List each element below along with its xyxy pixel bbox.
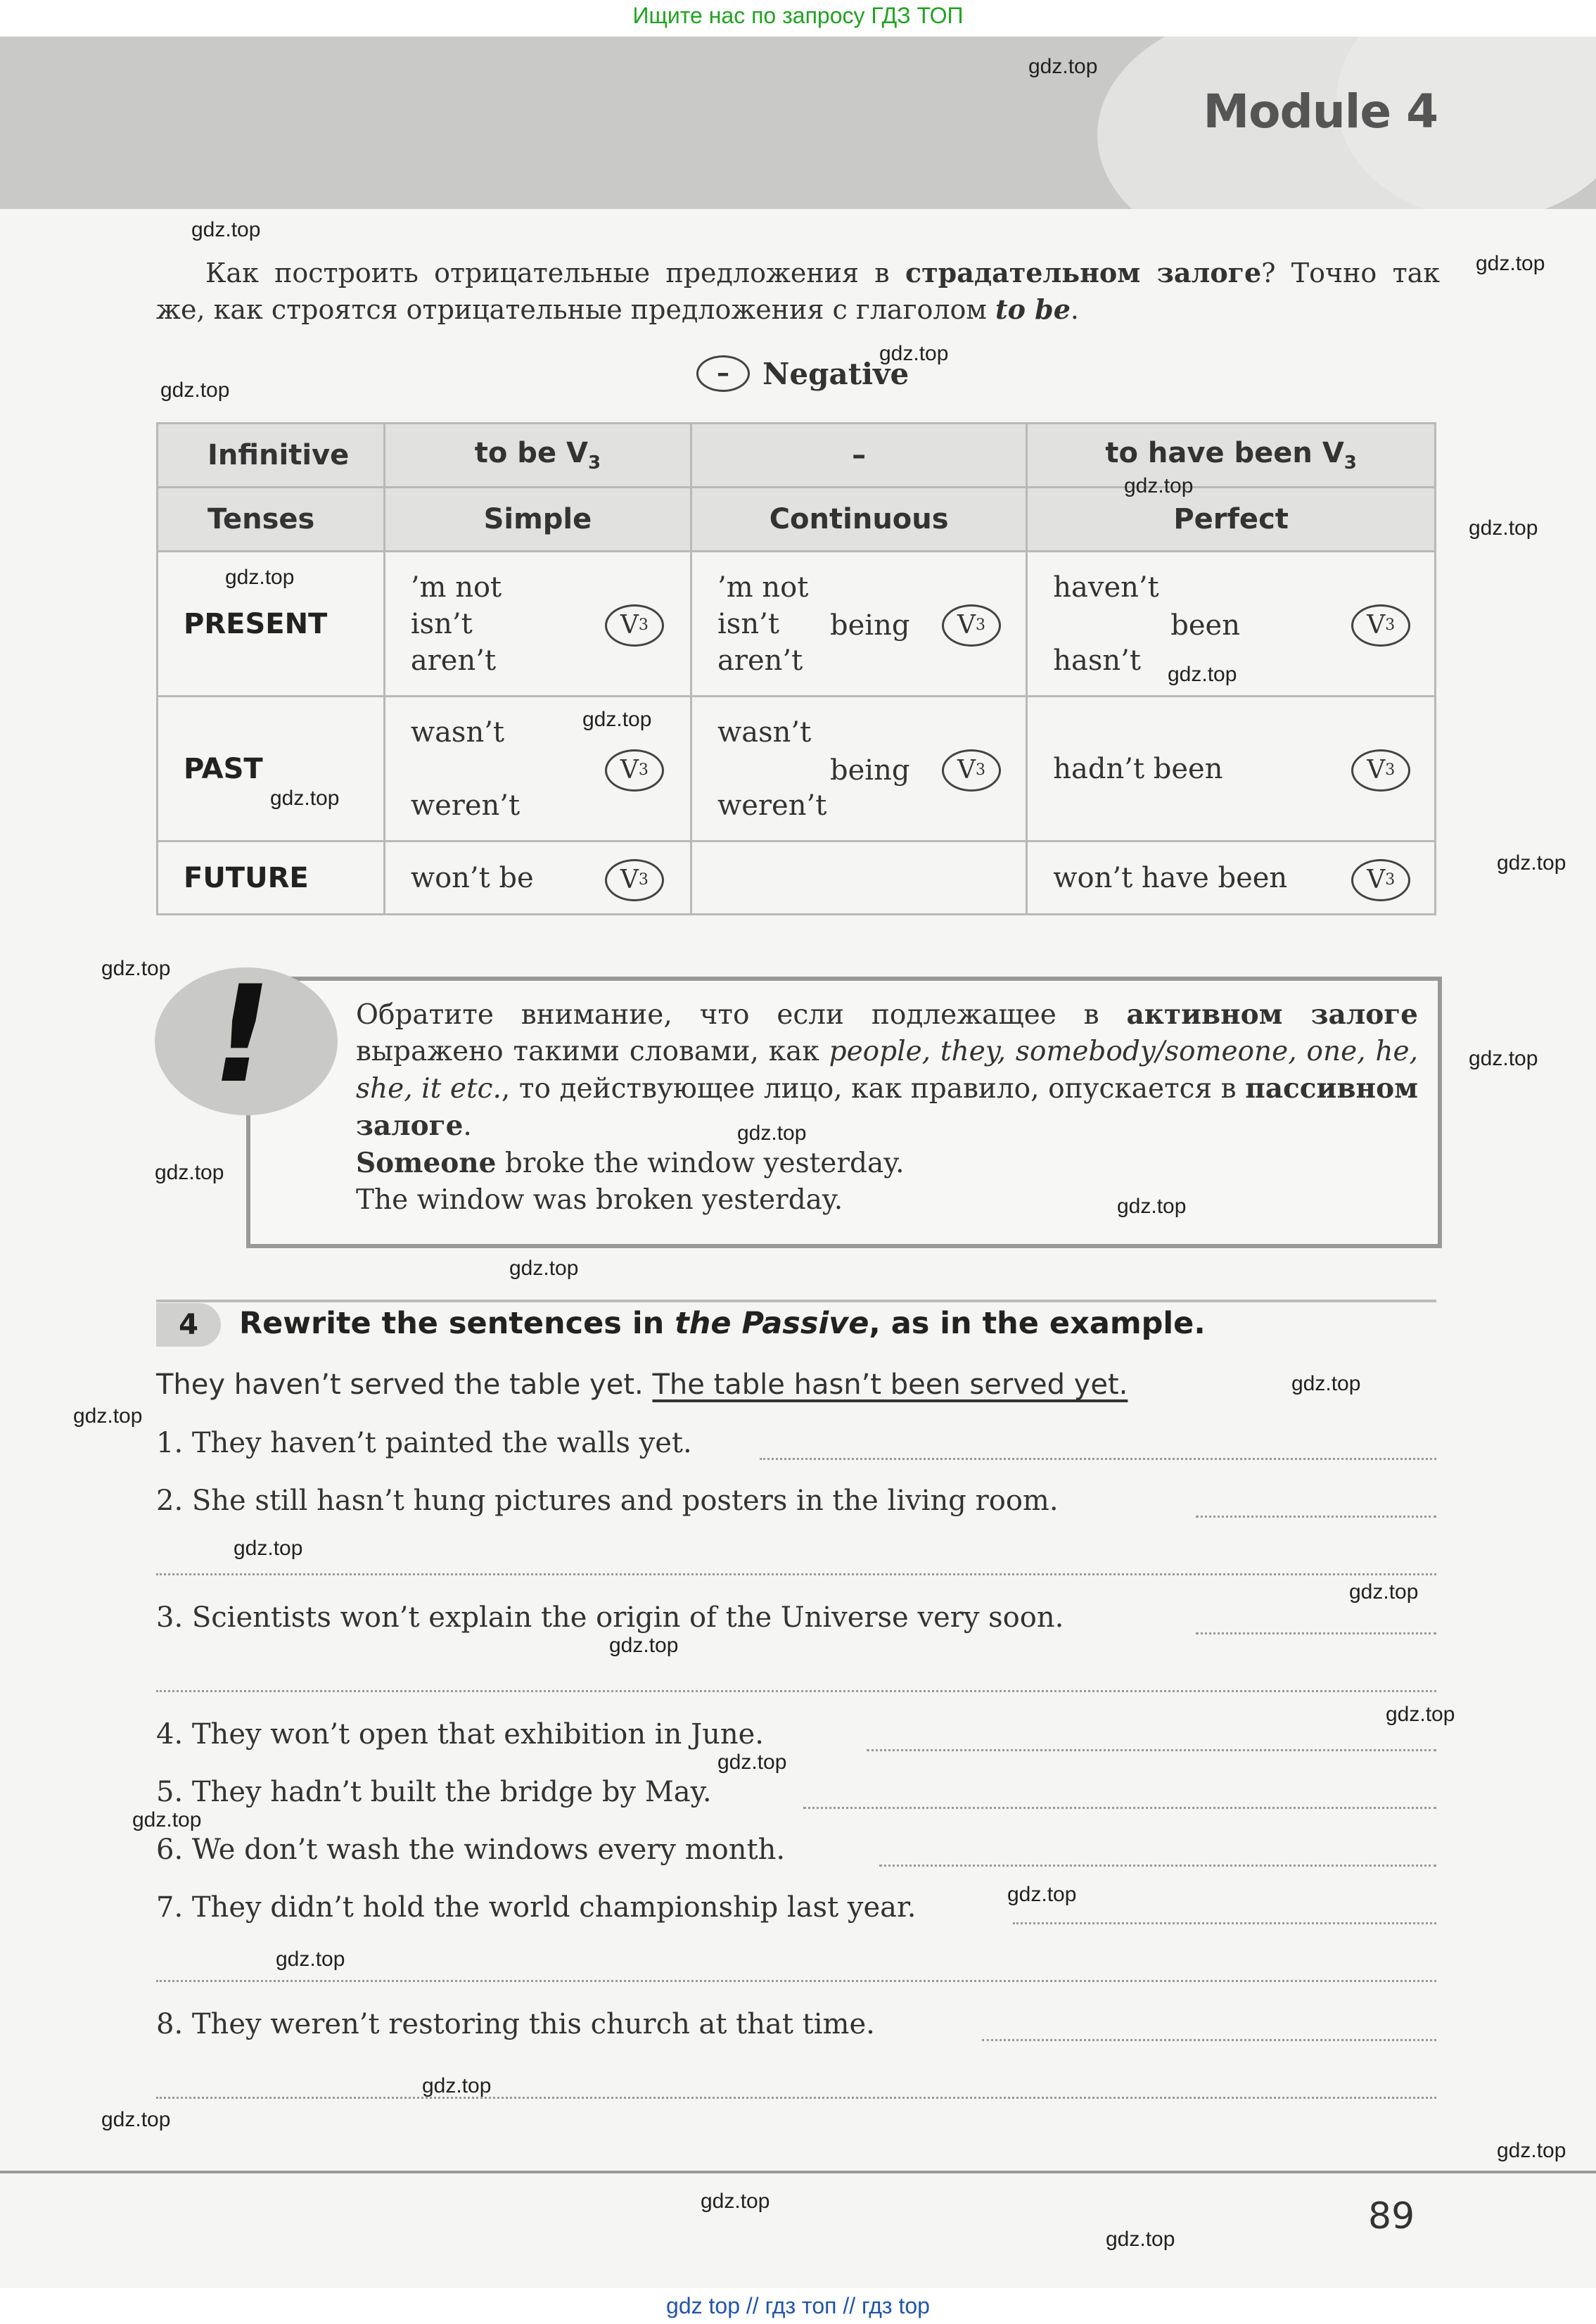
watermark: gdz.top <box>1124 474 1194 497</box>
v3-marker: V 3 <box>1351 604 1410 647</box>
watermark: gdz.top <box>270 787 340 810</box>
minus-icon: – <box>696 355 750 392</box>
v3-marker: V 3 <box>1351 859 1410 901</box>
answer-line-1[interactable] <box>760 1458 1436 1460</box>
answer-line-5[interactable] <box>803 1807 1436 1809</box>
v3-marker: V 3 <box>605 859 664 901</box>
sentence-5: 5. They hadn’t built the bridge by May. <box>156 1776 712 1808</box>
being-aux: being <box>830 754 910 787</box>
past-continuous-cell: wasn’t weren’t being V 3 <box>691 697 1027 842</box>
answer-line-8b[interactable] <box>156 2097 1436 2099</box>
passive-negative-table <box>156 422 1436 915</box>
v3-marker: V 3 <box>605 749 664 792</box>
answer-line-2b[interactable] <box>156 1573 1436 1575</box>
watermark: gdz.top <box>155 1161 224 1184</box>
watermark: gdz.top <box>1028 55 1098 78</box>
future-perfect-cell: won’t have been V 3 <box>1027 842 1436 915</box>
watermark: gdz.top <box>191 218 261 241</box>
module-title: Module 4 <box>1203 84 1438 139</box>
answer-line-3a[interactable] <box>1196 1632 1436 1634</box>
exercise-example: They haven’t served the table yet. The table hasn’t been served yet. <box>156 1369 1128 1401</box>
infinitive-header: Infinitive <box>158 424 385 488</box>
example-answer: The table hasn’t been served yet. <box>652 1369 1128 1401</box>
watermark: gdz.top <box>717 1751 787 1774</box>
watermark: gdz.top <box>422 2074 492 2097</box>
bottom-banner[interactable]: gdz top // гдз топ // гдз top <box>0 2288 1596 2324</box>
infinitive-perfect: to have been $V_3$ <box>1027 424 1436 488</box>
top-banner[interactable]: Ищите нас по запросу ГДЗ ТОП <box>0 0 1596 37</box>
watermark: gdz.top <box>101 2108 171 2131</box>
negative-label: Negative <box>762 356 909 391</box>
note-text: Обратите внимание, что если подлежащее в активном залоге выражено такими словами, как people, they, somebody/someone, one, he, she, it etc., то действующее лицо, как правило, опускается в пассивном залоге. Someone broke the window yesterday. The window was broken yesterday. <box>356 998 1419 1216</box>
v3-marker: V 3 <box>942 604 1001 647</box>
tenses-header: Tenses <box>158 488 385 552</box>
sentence-7: 7. They didn’t hold the world championship last year. <box>156 1891 917 1924</box>
being-aux: being <box>830 609 910 642</box>
tense-future: FUTURE <box>158 842 385 915</box>
future-continuous-cell <box>691 842 1027 915</box>
negative-heading <box>696 355 909 392</box>
infinitive-simple: to be $V_3$ <box>384 424 691 488</box>
sentence-8: 8. They weren’t restoring this church at that time. <box>156 2008 875 2040</box>
attention-note <box>246 977 1442 1248</box>
present-perfect-cell: haven’t hasn’t been V 3 <box>1027 552 1436 697</box>
watermark: gdz.top <box>132 1808 202 1831</box>
answer-line-8a[interactable] <box>982 2039 1436 2041</box>
present-continuous-cell: ’m not isn’t aren’t being V 3 <box>691 552 1027 697</box>
exclamation-icon: ! <box>197 957 286 1112</box>
infinitive-continuous: – <box>691 424 1027 488</box>
v3-marker: V 3 <box>605 604 664 647</box>
been-aux: been <box>1170 609 1240 642</box>
aspect-continuous: Continuous <box>691 488 1027 552</box>
sentence-2: 2. She still hasn’t hung pictures and posters in the living room. <box>156 1485 1059 1517</box>
past-simple-cell: wasn’t weren’t V 3 <box>384 697 691 842</box>
present-simple-cell: ’m not isn’t aren’t V 3 <box>384 552 691 697</box>
watermark: gdz.top <box>701 2190 770 2213</box>
answer-line-3b[interactable] <box>156 1690 1436 1692</box>
exercise-divider <box>156 1300 1436 1302</box>
watermark: gdz.top <box>1117 1195 1187 1218</box>
watermark: gdz.top <box>737 1122 807 1145</box>
answer-line-6[interactable] <box>879 1865 1436 1867</box>
future-simple-cell: won’t be V 3 <box>384 842 691 915</box>
sentence-4: 4. They won’t open that exhibition in June. <box>156 1718 765 1751</box>
exercise-instruction: Rewrite the sentences in the Passive, as in the example. <box>239 1306 1206 1341</box>
aspect-perfect: Perfect <box>1027 488 1436 552</box>
watermark: gdz.top <box>1469 516 1538 540</box>
answer-line-2a[interactable] <box>1196 1516 1436 1518</box>
v3-marker: V 3 <box>1351 749 1410 792</box>
watermark: gdz.top <box>101 957 171 980</box>
watermark: gdz.top <box>73 1404 143 1428</box>
tense-present: PRESENT <box>158 552 385 697</box>
v3-marker: V 3 <box>942 749 1001 792</box>
exercise-number: 4 <box>156 1303 221 1347</box>
tense-past: PAST <box>158 697 385 842</box>
watermark: gdz.top <box>1497 2139 1566 2162</box>
watermark: gdz.top <box>160 379 230 402</box>
watermark: gdz.top <box>1106 2228 1175 2251</box>
watermark: gdz.top <box>234 1537 303 1560</box>
sentence-1: 1. They haven’t painted the walls yet. <box>156 1427 692 1459</box>
watermark: gdz.top <box>276 1948 345 1971</box>
sentence-3: 3. Scientists won’t explain the origin of the Universe very soon. <box>156 1601 1064 1634</box>
watermark: gdz.top <box>1497 851 1566 875</box>
watermark: gdz.top <box>1349 1580 1419 1604</box>
aspect-simple: Simple <box>384 488 691 552</box>
sentence-6: 6. We don’t wash the windows every month. <box>156 1834 786 1866</box>
page-number: 89 <box>1368 2195 1415 2237</box>
watermark: gdz.top <box>609 1634 679 1657</box>
intro-paragraph: Как построить отрицательные предложения в страдательном залоге? Точно так же, как строятся отрицательные предложения с глаголом to be. <box>156 257 1440 325</box>
watermark: gdz.top <box>1007 1883 1077 1906</box>
watermark: gdz.top <box>1386 1703 1455 1726</box>
watermark: gdz.top <box>225 566 295 589</box>
watermark: gdz.top <box>582 708 652 731</box>
watermark: gdz.top <box>509 1257 579 1280</box>
past-perfect-cell: hadn’t been V 3 <box>1027 697 1436 842</box>
watermark: gdz.top <box>1291 1372 1361 1395</box>
watermark: gdz.top <box>879 342 949 365</box>
watermark: gdz.top <box>1168 663 1237 686</box>
answer-line-7b[interactable] <box>156 1980 1436 1982</box>
answer-line-7a[interactable] <box>1013 1922 1436 1924</box>
footer-rule <box>0 2171 1596 2173</box>
watermark: gdz.top <box>1469 1047 1538 1070</box>
watermark: gdz.top <box>1476 252 1545 275</box>
answer-line-4[interactable] <box>867 1749 1436 1751</box>
